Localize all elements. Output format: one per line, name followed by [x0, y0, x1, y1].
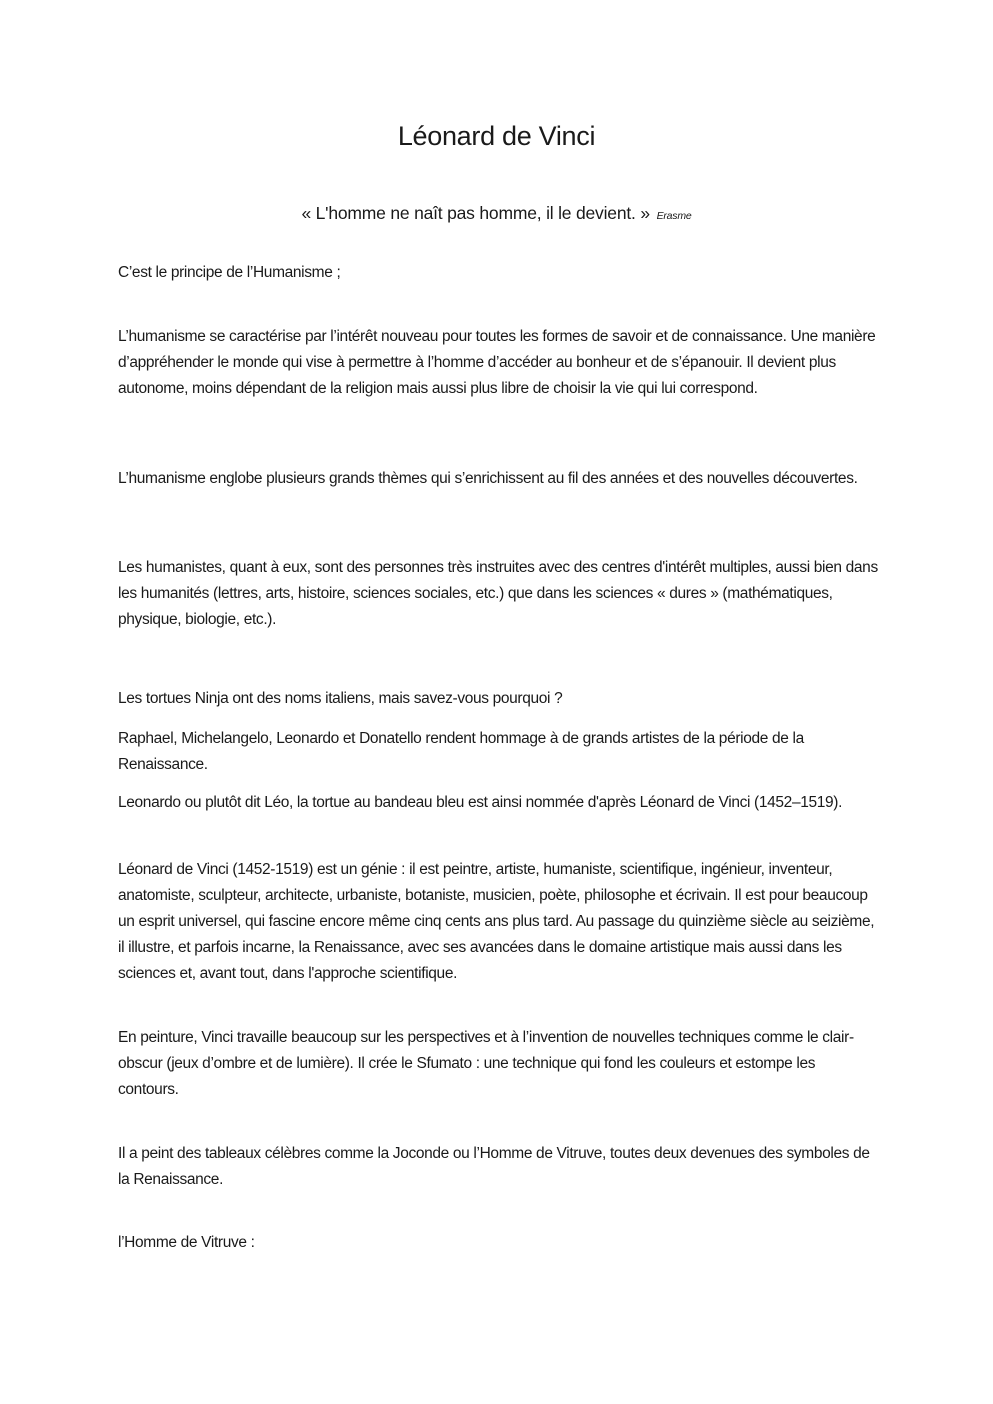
quote-text: « L'homme ne naît pas homme, il le devient. »	[301, 203, 650, 223]
paragraph-leonardo-genius: Léonard de Vinci (1452-1519) est un génie : il est peintre, artiste, humaniste, scientifique, ingénieur, inventeur, anatomiste, sculpteur, architecte, urbaniste, botaniste, musicien, poète, philosophe et écrivain. Il est pour beaucoup un esprit universel, qui fascine encore même cinq cents ans plus tard. Au passage du quinzième siècle au seizième, il illustre, et parfois incarne, la Renaissance, avec ses avancées dans le domaine artistique mais aussi dans les sciences et, avant tout, dans l'approche scientifique.	[118, 861, 875, 982]
paragraph-ninja-turtles-names: Raphael, Michelangelo, Leonardo et Donatello rendent hommage à de grands artistes de la période de la Renaissance.	[118, 730, 804, 773]
document-title: Léonard de Vinci	[397, 121, 596, 151]
paragraph-painting-techniques: En peinture, Vinci travaille beaucoup sur les perspectives et à l’invention de nouvelles techniques comme le clair-obscur (jeux d’ombre et de lumière). Il crée le Sfumato : une technique qui fond les couleurs et estompe les contours.	[118, 1029, 854, 1098]
paragraph-humanists: Les humanistes, quant à eux, sont des personnes très instruites avec des centres d'intérêt multiples, aussi bien dans les humanités (lettres, arts, histoire, sciences sociales, etc.) que dans les sciences « dures » (mathématiques, physique, biologie, etc.).	[118, 559, 878, 628]
paragraph-humanism-principle: C’est le principe de l’Humanisme ;	[118, 264, 341, 281]
paragraph-vitruvian-man-heading: l’Homme de Vitruve :	[118, 1234, 255, 1251]
paragraph-famous-paintings: Il a peint des tableaux célèbres comme la Joconde ou l’Homme de Vitruve, toutes deux devenues des symboles de la Renaissance.	[118, 1145, 870, 1188]
paragraph-leonardo-turtle: Leonardo ou plutôt dit Léo, la tortue au bandeau bleu est ainsi nommée d'après Léonard de Vinci (1452–1519).	[118, 794, 843, 811]
paragraph-humanism-themes: L’humanisme englobe plusieurs grands thèmes qui s’enrichissent au fil des années et des nouvelles découvertes.	[118, 470, 858, 487]
quote-author: Erasme	[656, 210, 692, 222]
epigraph-quote	[0, 200, 993, 229]
paragraph-ninja-turtles-question: Les tortues Ninja ont des noms italiens, mais savez-vous pourquoi ?	[118, 690, 563, 707]
paragraph-humanism-definition: L’humanisme se caractérise par l’intérêt nouveau pour toutes les formes de savoir et de connaissance. Une manière d’appréhender le monde qui vise à permettre à l’homme d’accéder au bonheur et de s’épanouir. Il devient plus autonome, moins dépendant de la religion mais aussi plus libre de choisir la vie qui lui correspond.	[118, 328, 876, 397]
